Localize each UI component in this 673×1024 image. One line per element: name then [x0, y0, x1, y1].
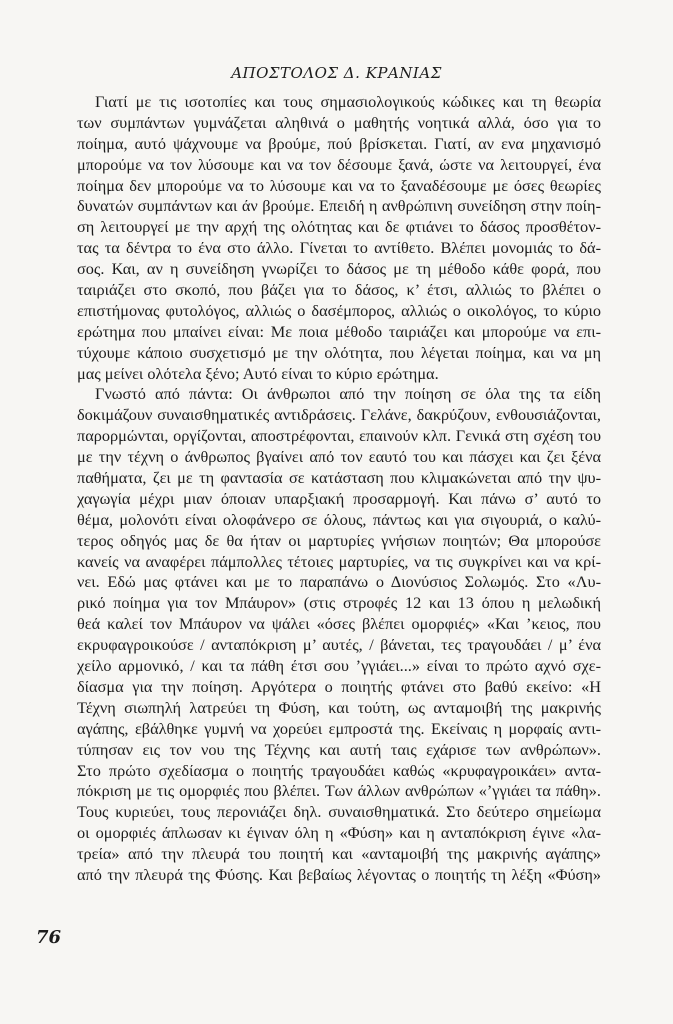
text-line: μπορούμε να τον λύσουμε και να τον δέσουμε ξανά, ώστε να λειτουργεί, ένα: [77, 154, 601, 174]
text-line: θεά καλεί τον Μπάυρον να ψάλει «όσες βλέπει ομορφιές» «Και ’κειος, που: [77, 614, 601, 634]
text-line: παρορμώνται, οργίζονται, αποστρέφονται, επαινούν κλπ. Γενικά στη σχέση του: [77, 426, 601, 446]
body-text: [77, 92, 601, 886]
text-line: μας μείνει ολότελα ξένο; Αυτό είναι το κύριο ερώτημα.: [77, 363, 439, 383]
text-line: ερώτημα που μπαίνει είναι: Με ποια μέθοδο ταιριάζει και μπορούμε να επι-: [77, 321, 601, 341]
text-line: Γνωστό από πάντα: Οι άνθρωποι από την ποίηση σε όλα της τα είδη: [95, 384, 601, 404]
text-line: από την πλευρά της Φύσης. Και βεβαίως λέγοντας ο ποιητής τη λέξη «Φύση»: [77, 864, 601, 884]
text-line: Τους κυριεύει, τους περονιάζει δηλ. συναισθηματικά. Στο δεύτερο σημείωμα: [77, 802, 601, 822]
text-line: εκρυφαγροικούσε / ανταπόκριση μ’ αυτές, / βάνεται, τες τραγουδάει / μ’ ένα: [77, 635, 601, 655]
text-line: τας τα δέντρα το ένα στο άλλο. Γίνεται το αντίθετο. Βλέπει μονομιάς το δά-: [77, 238, 601, 258]
page-number: 76: [36, 927, 62, 948]
text-line: ποίημα δεν μπορούμε να το λύσουμε και να το ξαναδέσουμε με όσες θεωρίες: [77, 175, 601, 195]
running-header: ΑΠΟΣΤΟΛΟΣ Δ. ΚΡΑΝΙΑΣ: [231, 64, 442, 82]
text-line: σος. Και, αν η συνείδηση γνωρίζει το δάσος με τη μέθοδο κάθε φορά, που: [77, 259, 601, 279]
text-line: χείλο αρμονικό, / και τα πάθη έτσι σου ’γγιάει...» είναι το πρώτο αχνό σχε-: [77, 656, 601, 676]
text-line: αγάπης, εβάλθηκε γυμνή να χορεύει εμπροστά της. Εκείναις η μορφαίς αντι-: [77, 718, 601, 738]
text-line: πόκριση με τις ομορφιές που βλέπει. Των άλλων ανθρώπων «’γγιάει τα πάθη».: [77, 781, 601, 801]
text-line: ση λειτουργεί με την αρχή της ολότητας και δε φτιάνει το δάσος προσθέτον-: [77, 217, 601, 237]
text-line: τύχουμε κάποιο συσχετισμό με την ολότητα, που λέγεται ποίημα, και να μη: [77, 342, 601, 362]
text-line: κανείς να αναφέρει πάμπολλες τέτοιες μαρτυρίες, να τις συγκρίνει και να κρί-: [77, 551, 601, 571]
text-line: ταιριάζει στο σκοπό, που βάζει για το δάσος, κ’ έτσι, αλλιώς το βλέπει ο: [77, 280, 601, 300]
text-line: ρικό ποίημα για τον Μπάυρον» (στις στροφές 12 και 13 όπου η μελωδική: [77, 593, 601, 613]
text-line: δοκιμάζουν συναισθηματικές αντιδράσεις. Γελάνε, δακρύζουν, ενθουσιάζονται,: [77, 405, 601, 425]
text-line: ποίημα, αυτό ψάχνουμε να βρούμε, πού βρίσκεται. Γιατί, αν ενα μηχανισμό: [77, 133, 601, 153]
text-line: επιστήμονας φυτολόγος, αλλιώς ο δασέμπορος, αλλιώς ο οικολόγος, το κύριο: [77, 300, 601, 320]
text-line: θέμα, μολονότι είναι ολοφάνερο σε όλους, πάντως και για σιγουριά, ο καλύ-: [77, 509, 601, 529]
text-line: Στο πρώτο σχεδίασμα ο ποιητής τραγουδάει καθώς «κρυφαγροικάει» αντα-: [77, 760, 601, 780]
text-line: με την τέχνη ο άνθρωπος βγαίνει από τον εαυτό του και πάσχει και ζει ξένα: [77, 447, 601, 467]
text-line: δίασμα για την ποίηση. Αργότερα ο ποιητής φτάνει στο βαθύ εκείνο: «Η: [77, 676, 601, 696]
text-line: των συμπάντων γυμνάζεται αληθινά ο μαθητής νοητικά αλλά, όσο για το: [77, 112, 601, 132]
text-line: Τέχνη σιωπηλή λατρεύει τη Φύση, και τούτη, ως ανταμοιβή της μακρινής: [77, 697, 601, 717]
text-line: τρεία» από την πλευρά του ποιητή και «ανταμοιβή της μακρινής αγάπης»: [77, 844, 601, 864]
text-line: νει. Εδώ μας φτάνει και με το παραπάνω ο Διονύσιος Σολωμός. Στο «Λυ-: [77, 572, 601, 592]
text-line: δυνατών συμπάντων και άν βρούμε. Επειδή η ανθρώπινη συνείδηση στην ποίη-: [77, 196, 601, 216]
text-line: παθήματα, ζει με τη φαντασία σε κατάσταση που κλιμακώνεται από την ψυ-: [77, 468, 601, 488]
text-line: οι ομορφιές άπλωσαν κι έγιναν όλη η «Φύση» και η ανταπόκριση έγινε «λα-: [77, 823, 601, 843]
text-line: τύπησαν εις τον νου της Τέχνης και αυτή ταις εχάρισε των ανθρώπων».: [77, 739, 601, 759]
text-line: Γιατί με τις ισοτοπίες και τους σημασιολογικούς κώδικες και τη θεωρία: [95, 92, 601, 111]
text-line: χαγωγία μέχρι μιαν όποιαν υπαρξιακή προσαρμογή. Και πάνω σ’ αυτό το: [77, 488, 601, 508]
text-line: τερος οδηγός μας δε θα ήταν οι μαρτυρίες γνήσιων ποιητών; Θα μπορούσε: [77, 530, 601, 550]
